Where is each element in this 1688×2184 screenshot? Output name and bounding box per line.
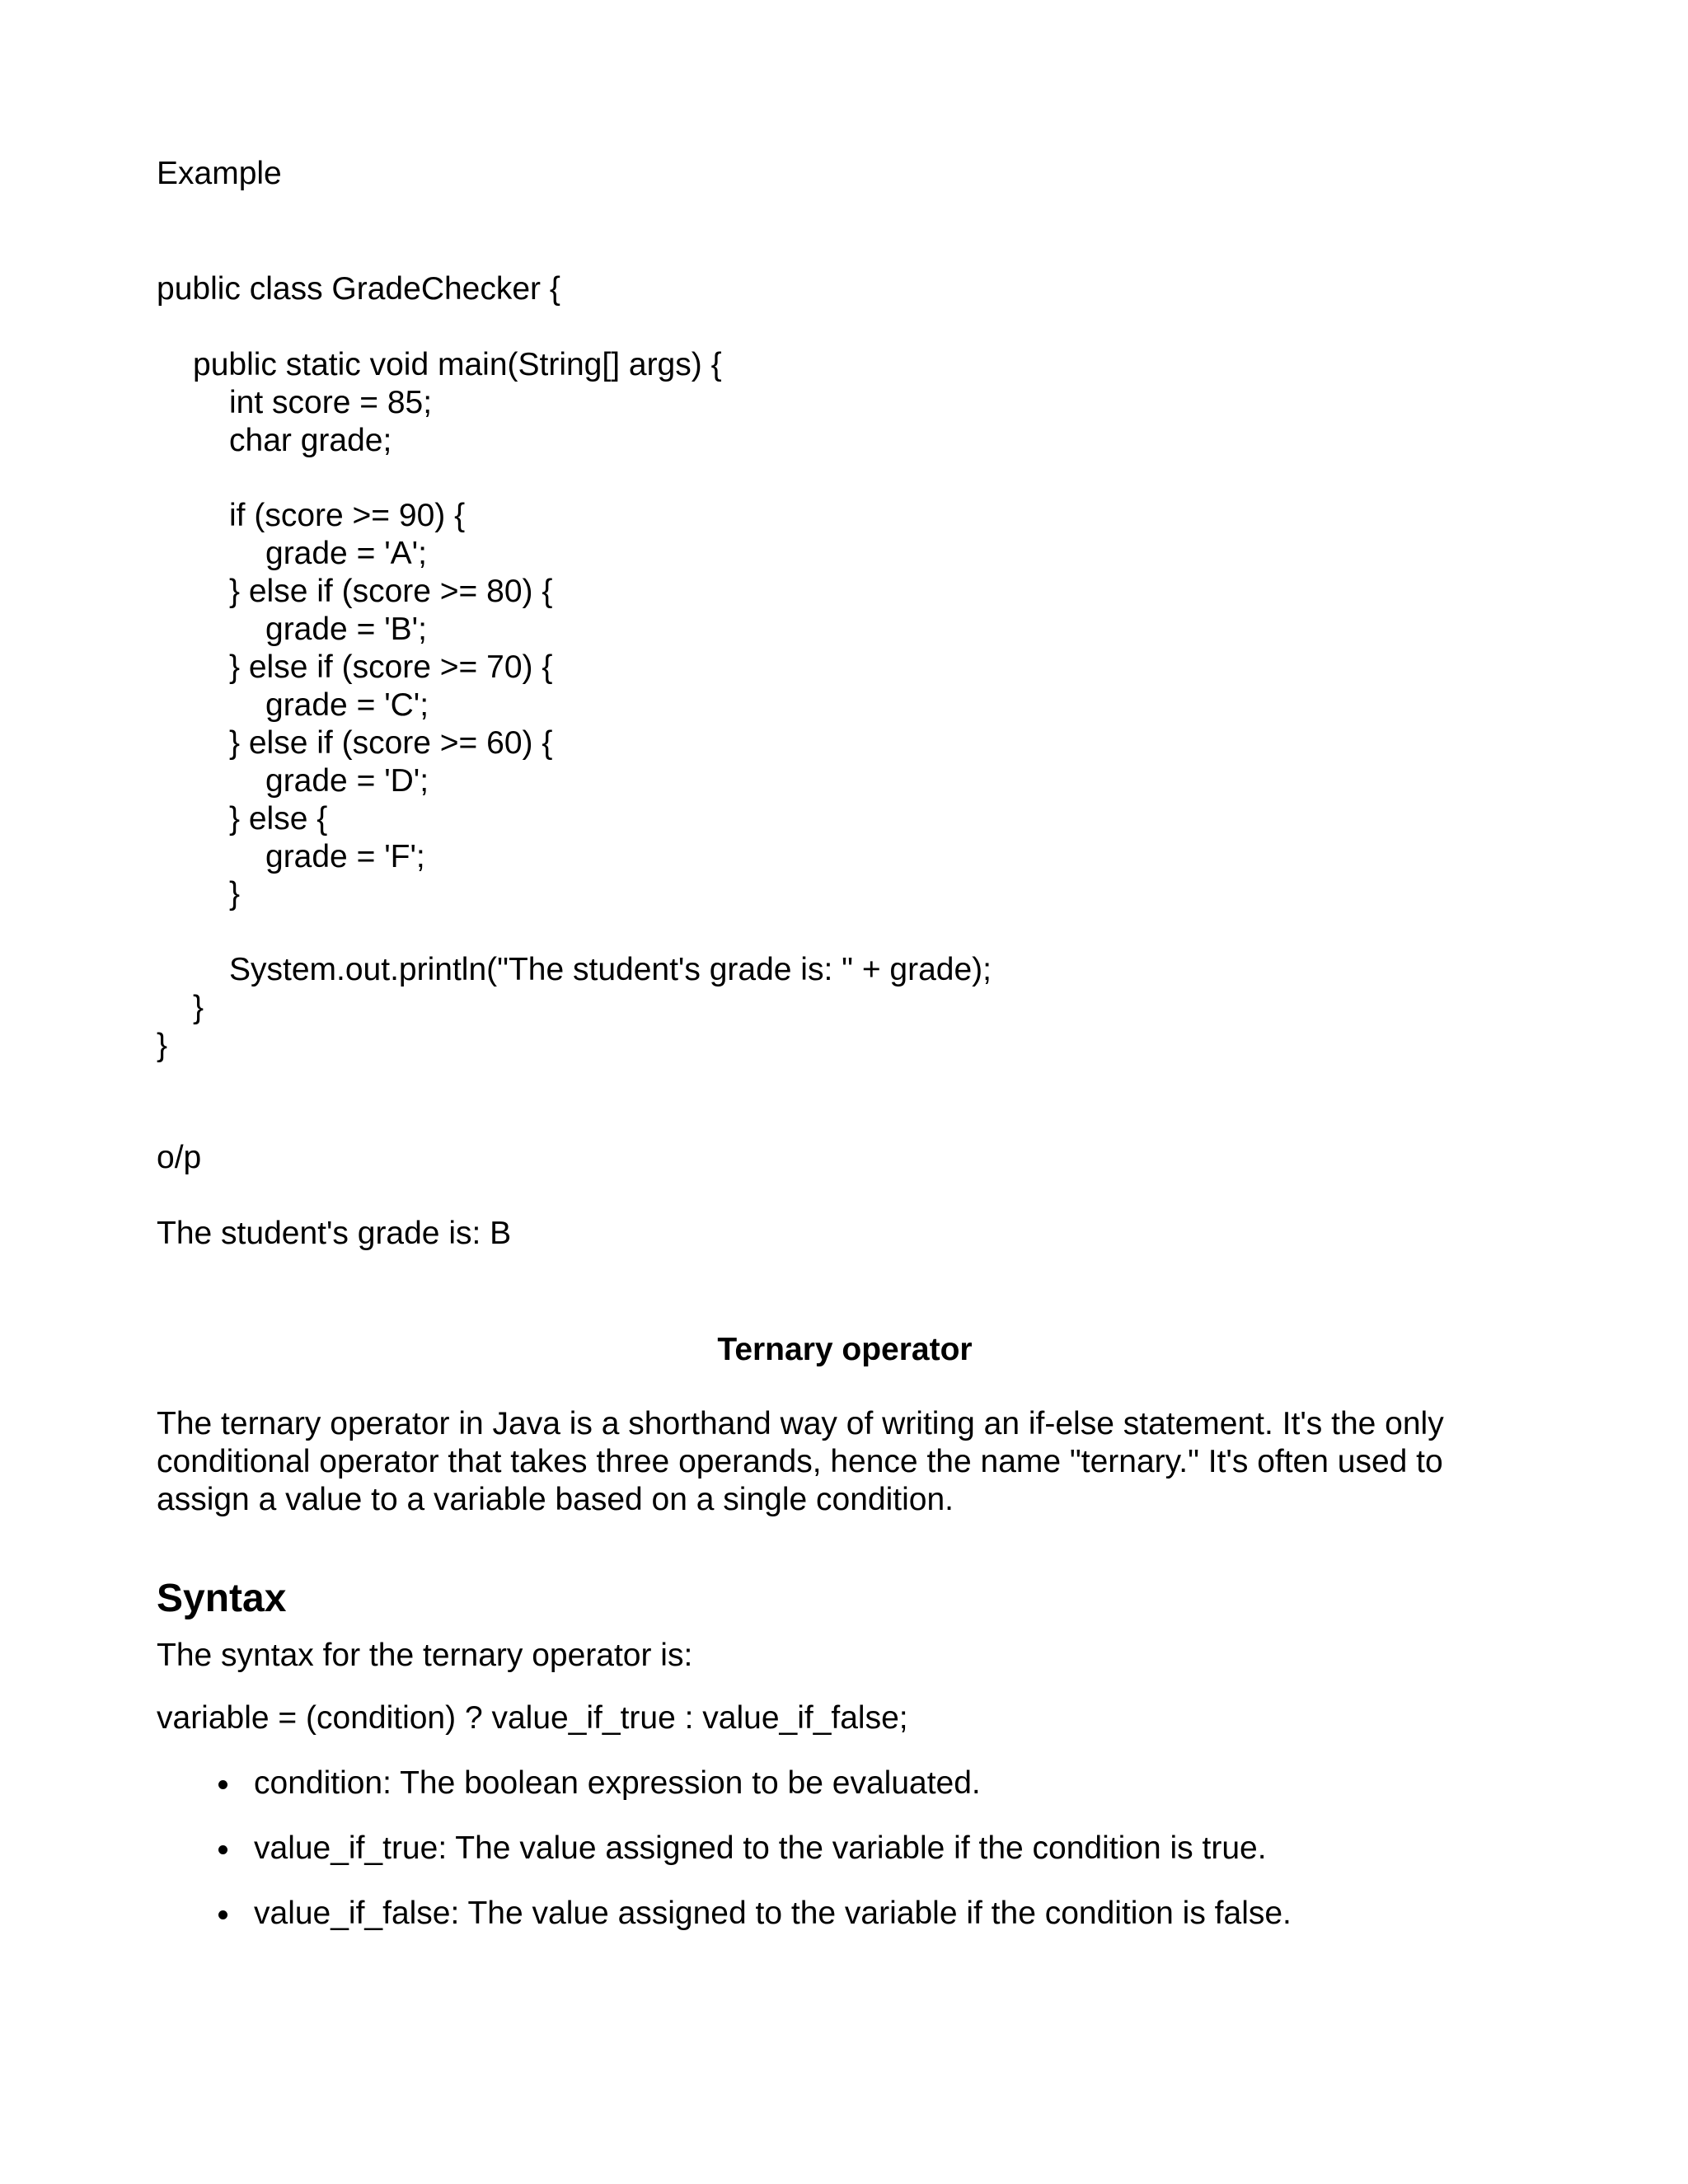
code-line: public static void main(String[] args) { — [193, 346, 722, 382]
example-heading: Example — [157, 156, 282, 191]
bullet-text: value_if_true: The value assigned to the variable if the condition is true. — [254, 1830, 1267, 1866]
code-line: } else { — [229, 800, 328, 837]
code-line: grade = 'C'; — [265, 687, 429, 723]
ternary-title: Ternary operator — [717, 1332, 973, 1367]
code-line: grade = 'A'; — [265, 536, 427, 572]
syntax-bullet-list — [157, 1765, 1292, 1960]
code-line: if (score >= 90) { — [229, 498, 466, 534]
bullet-icon — [218, 1780, 227, 1789]
bullet-icon — [218, 1845, 227, 1854]
code-line: int score = 85; — [229, 384, 433, 420]
code-line: grade = 'B'; — [265, 612, 427, 648]
output-label: o/p — [157, 1140, 202, 1175]
code-line: } else if (score >= 80) { — [229, 574, 553, 610]
output-text: The student's grade is: B — [157, 1216, 512, 1251]
syntax-expression: variable = (condition) ? value_if_true : value_if_false; — [157, 1700, 908, 1736]
code-line: System.out.println("The student's grade is: " + grade); — [229, 952, 992, 988]
code-line: } — [229, 876, 241, 912]
code-line: char grade; — [229, 422, 392, 458]
code-line: grade = 'F'; — [265, 838, 425, 874]
bullet-text: value_if_false: The value assigned to the variable if the condition is false. — [254, 1896, 1292, 1931]
list-item — [157, 1765, 1292, 1830]
code-line: } else if (score >= 70) { — [229, 649, 553, 685]
list-item — [157, 1830, 1292, 1895]
code-line: grade = 'D'; — [265, 762, 429, 799]
syntax-heading: Syntax — [157, 1577, 287, 1620]
code-line: } — [193, 990, 204, 1026]
syntax-intro: The syntax for the ternary operator is: — [157, 1638, 693, 1673]
bullet-text: condition: The boolean expression to be evaluated. — [254, 1765, 981, 1801]
ternary-paragraph: The ternary operator in Java is a shorthand way of writing an if-else statement. It's the only conditional operator that takes three operands, hence the name "ternary." It's often used to assign a value to a variable based on a single condition. — [157, 1406, 1444, 1517]
list-item — [157, 1895, 1292, 1960]
bullet-icon — [218, 1910, 227, 1919]
code-line: } — [157, 1028, 168, 1063]
code-line: } else if (score >= 60) { — [229, 724, 553, 761]
code-line: public class GradeChecker { — [157, 271, 560, 307]
